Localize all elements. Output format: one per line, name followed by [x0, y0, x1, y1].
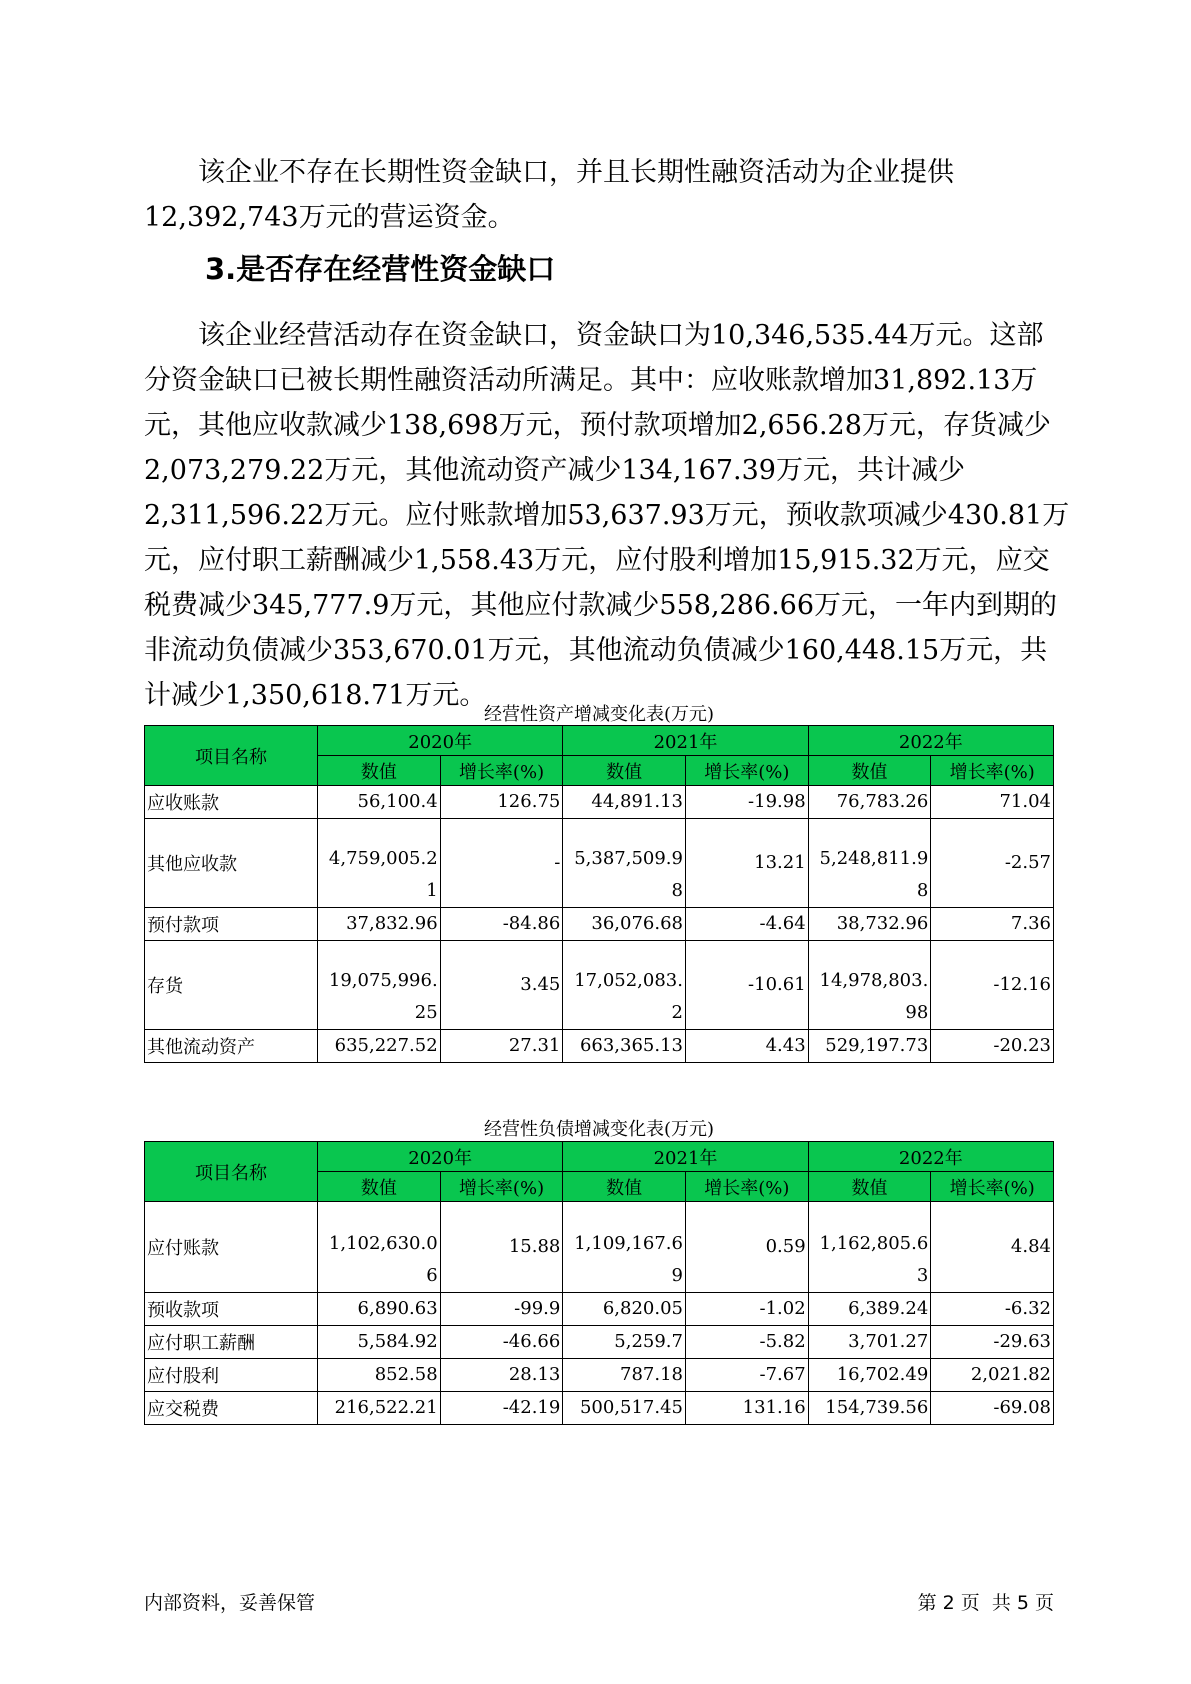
header-value: 数值 [318, 756, 441, 786]
cell-rate: -5.82 [686, 1326, 809, 1359]
row-name: 预收款项 [145, 1293, 318, 1326]
cell-rate: -20.23 [931, 1030, 1054, 1063]
cell-rate: -7.67 [686, 1359, 809, 1392]
cell-value: 5,248,811.98 [808, 819, 931, 908]
cell-value: 663,365.13 [563, 1030, 686, 1063]
cell-rate: -1.02 [686, 1293, 809, 1326]
table-row [145, 1030, 1054, 1063]
table-row [145, 819, 1054, 908]
cell-value: 5,584.92 [318, 1326, 441, 1359]
paragraph-line: 税费减少345,777.9万元，其他应付款减少558,286.66万元，一年内到期的 [144, 590, 1058, 621]
section-heading: 3.是否存在经营性资金缺口 [205, 252, 556, 286]
cell-value: 6,389.24 [808, 1293, 931, 1326]
paragraph-line: 2,073,279.22万元，其他流动资产减少134,167.39万元，共计减少 [144, 455, 965, 486]
table-row [145, 1326, 1054, 1359]
cell-value: 5,387,509.98 [563, 819, 686, 908]
paragraph-operating-gap [144, 313, 1070, 718]
header-rate: 增长率(%) [686, 756, 809, 786]
liabilities-change-table [144, 1141, 1054, 1425]
header-rate: 增长率(%) [931, 1172, 1054, 1202]
row-name: 应交税费 [145, 1392, 318, 1425]
cell-rate: -99.9 [440, 1293, 563, 1326]
header-year: 2020年 [318, 726, 563, 756]
cell-rate: 7.36 [931, 908, 1054, 941]
row-name: 应付账款 [145, 1202, 318, 1293]
cell-value: 154,739.56 [808, 1392, 931, 1425]
cell-rate: 27.31 [440, 1030, 563, 1063]
header-value: 数值 [808, 756, 931, 786]
cell-rate: -2.57 [931, 819, 1054, 908]
header-item-name: 项目名称 [145, 726, 318, 786]
header-rate: 增长率(%) [931, 756, 1054, 786]
cell-rate: - [440, 819, 563, 908]
header-rate: 增长率(%) [686, 1172, 809, 1202]
footer-confidential-note: 内部资料，妥善保管 [144, 1592, 316, 1614]
cell-value: 3,701.27 [808, 1326, 931, 1359]
header-year: 2021年 [563, 1142, 808, 1172]
header-value: 数值 [808, 1172, 931, 1202]
cell-value: 76,783.26 [808, 786, 931, 819]
cell-rate: 4.43 [686, 1030, 809, 1063]
cell-rate: 0.59 [686, 1202, 809, 1293]
cell-value: 44,891.13 [563, 786, 686, 819]
cell-value: 36,076.68 [563, 908, 686, 941]
paragraph-line: 分资金缺口已被长期性融资活动所满足。其中：应收账款增加31,892.13万 [144, 365, 1038, 396]
cell-value: 14,978,803.98 [808, 941, 931, 1030]
paragraph-long-term-funding [144, 150, 1054, 240]
row-name: 存货 [145, 941, 318, 1030]
cell-rate: 126.75 [440, 786, 563, 819]
cell-value: 4,759,005.21 [318, 819, 441, 908]
paragraph-line: 该企业经营活动存在资金缺口，资金缺口为10,346,535.44万元。这部 [198, 320, 1044, 351]
cell-rate: -10.61 [686, 941, 809, 1030]
cell-value: 1,102,630.06 [318, 1202, 441, 1293]
cell-value: 19,075,996.25 [318, 941, 441, 1030]
paragraph-line: 计减少1,350,618.71万元。 [144, 680, 487, 711]
cell-rate: -4.64 [686, 908, 809, 941]
footer-page-number: 第 2 页 共 5 页 [917, 1592, 1054, 1614]
table-caption-liabilities: 经营性负债增减变化表(万元) [483, 1119, 715, 1140]
cell-rate: 28.13 [440, 1359, 563, 1392]
cell-value: 529,197.73 [808, 1030, 931, 1063]
cell-rate: -69.08 [931, 1392, 1054, 1425]
cell-rate: 15.88 [440, 1202, 563, 1293]
cell-rate: -19.98 [686, 786, 809, 819]
table-row [145, 1293, 1054, 1326]
row-name: 应收账款 [145, 786, 318, 819]
paragraph-line: 非流动负债减少353,670.01万元，其他流动负债减少160,448.15万元，共 [144, 635, 1048, 666]
row-name: 应付股利 [145, 1359, 318, 1392]
header-rate: 增长率(%) [440, 756, 563, 786]
cell-value: 6,890.63 [318, 1293, 441, 1326]
header-rate: 增长率(%) [440, 1172, 563, 1202]
cell-value: 37,832.96 [318, 908, 441, 941]
cell-rate: -84.86 [440, 908, 563, 941]
table-row [145, 1392, 1054, 1425]
cell-rate: 131.16 [686, 1392, 809, 1425]
cell-value: 216,522.21 [318, 1392, 441, 1425]
table-row [145, 908, 1054, 941]
cell-rate: 13.21 [686, 819, 809, 908]
header-year: 2021年 [563, 726, 808, 756]
cell-rate: -42.19 [440, 1392, 563, 1425]
cell-value: 6,820.05 [563, 1293, 686, 1326]
cell-value: 17,052,083.2 [563, 941, 686, 1030]
cell-rate: -46.66 [440, 1326, 563, 1359]
cell-value: 1,162,805.63 [808, 1202, 931, 1293]
header-value: 数值 [563, 756, 686, 786]
cell-rate: 4.84 [931, 1202, 1054, 1293]
table-row [145, 786, 1054, 819]
cell-rate: 71.04 [931, 786, 1054, 819]
table-row [145, 1202, 1054, 1293]
header-year: 2020年 [318, 1142, 563, 1172]
paragraph-line: 该企业不存在长期性资金缺口，并且长期性融资活动为企业提供 [198, 157, 954, 188]
cell-rate: -6.32 [931, 1293, 1054, 1326]
cell-value: 38,732.96 [808, 908, 931, 941]
header-year: 2022年 [808, 726, 1053, 756]
table-caption-assets: 经营性资产增减变化表(万元) [483, 704, 715, 725]
table-row [145, 1359, 1054, 1392]
cell-rate: -29.63 [931, 1326, 1054, 1359]
row-name: 其他应收款 [145, 819, 318, 908]
paragraph-line: 12,392,743万元的营运资金。 [144, 202, 515, 233]
header-year: 2022年 [808, 1142, 1053, 1172]
row-name: 预付款项 [145, 908, 318, 941]
header-item-name: 项目名称 [145, 1142, 318, 1202]
paragraph-line: 2,311,596.22万元。应付账款增加53,637.93万元，预收款项减少430.81万 [144, 500, 1070, 531]
assets-change-table [144, 725, 1054, 1063]
cell-value: 5,259.7 [563, 1326, 686, 1359]
cell-value: 500,517.45 [563, 1392, 686, 1425]
paragraph-line: 元，应付职工薪酬减少1,558.43万元，应付股利增加15,915.32万元，应交 [144, 545, 1050, 576]
row-name: 其他流动资产 [145, 1030, 318, 1063]
cell-value: 56,100.4 [318, 786, 441, 819]
row-name: 应付职工薪酬 [145, 1326, 318, 1359]
header-value: 数值 [318, 1172, 441, 1202]
cell-value: 635,227.52 [318, 1030, 441, 1063]
cell-rate: 2,021.82 [931, 1359, 1054, 1392]
cell-value: 787.18 [563, 1359, 686, 1392]
cell-value: 852.58 [318, 1359, 441, 1392]
paragraph-line: 元，其他应收款减少138,698万元，预付款项增加2,656.28万元，存货减少 [144, 410, 1051, 441]
table-row [145, 941, 1054, 1030]
header-value: 数值 [563, 1172, 686, 1202]
cell-value: 1,109,167.69 [563, 1202, 686, 1293]
cell-rate: 3.45 [440, 941, 563, 1030]
cell-rate: -12.16 [931, 941, 1054, 1030]
cell-value: 16,702.49 [808, 1359, 931, 1392]
